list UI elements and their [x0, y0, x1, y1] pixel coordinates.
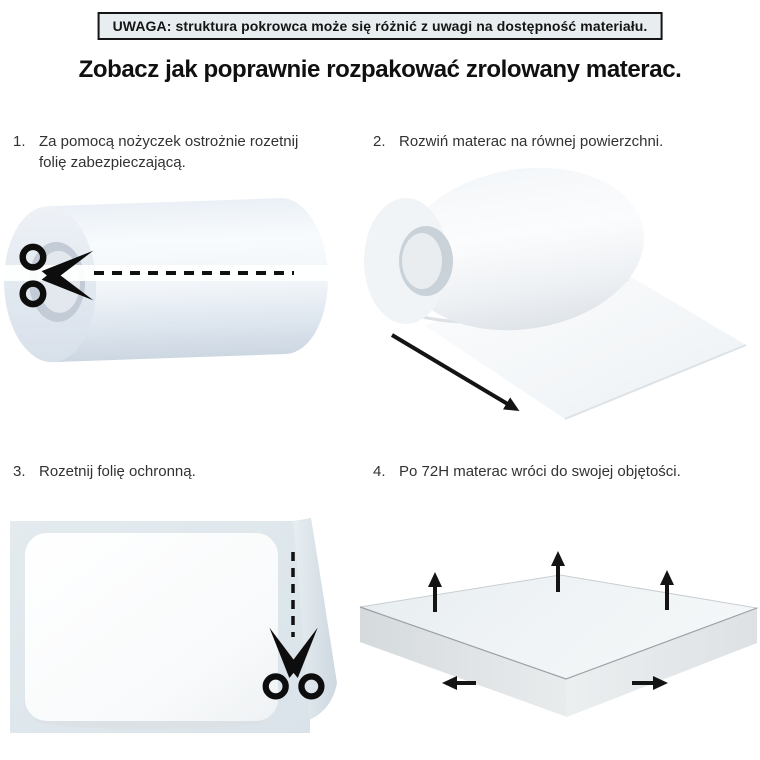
- step-1-caption: [13, 131, 329, 173]
- step-2-text: Rozwiń materac na równej powierzchni.: [399, 133, 664, 150]
- notice-banner-text: UWAGA: struktura pokrowca może się różnić z uwagi na dostępność materiału.: [112, 18, 648, 34]
- flat-mattress: [25, 533, 278, 721]
- step-3-illustration-foil-cut: [0, 505, 360, 750]
- step-1-text: Za pomocą nożyczek ostrożnie rozetnij folię zabezpieczającą.: [39, 133, 299, 171]
- step-3-caption: [13, 461, 343, 482]
- step-1-number: 1.: [13, 133, 26, 150]
- step-3-number: 3.: [13, 463, 26, 480]
- notice-banner: [98, 12, 663, 40]
- step-3-text: Rozetnij folię ochronną.: [39, 463, 196, 480]
- page-title: Zobacz jak poprawnie rozpakować zrolowany materac.: [78, 56, 682, 83]
- step-2-illustration-unrolling-mattress: [360, 165, 760, 435]
- step-2-number: 2.: [373, 133, 386, 150]
- step-4-text: Po 72H materac wróci do swojej objętości.: [399, 463, 681, 480]
- step-4-number: 4.: [373, 463, 386, 480]
- step-1-illustration-rolled-mattress-cut: [0, 185, 340, 390]
- step-4-caption: [373, 461, 757, 482]
- step-2-caption: [373, 131, 757, 152]
- step-4-illustration-expanding-mattress: [355, 530, 760, 760]
